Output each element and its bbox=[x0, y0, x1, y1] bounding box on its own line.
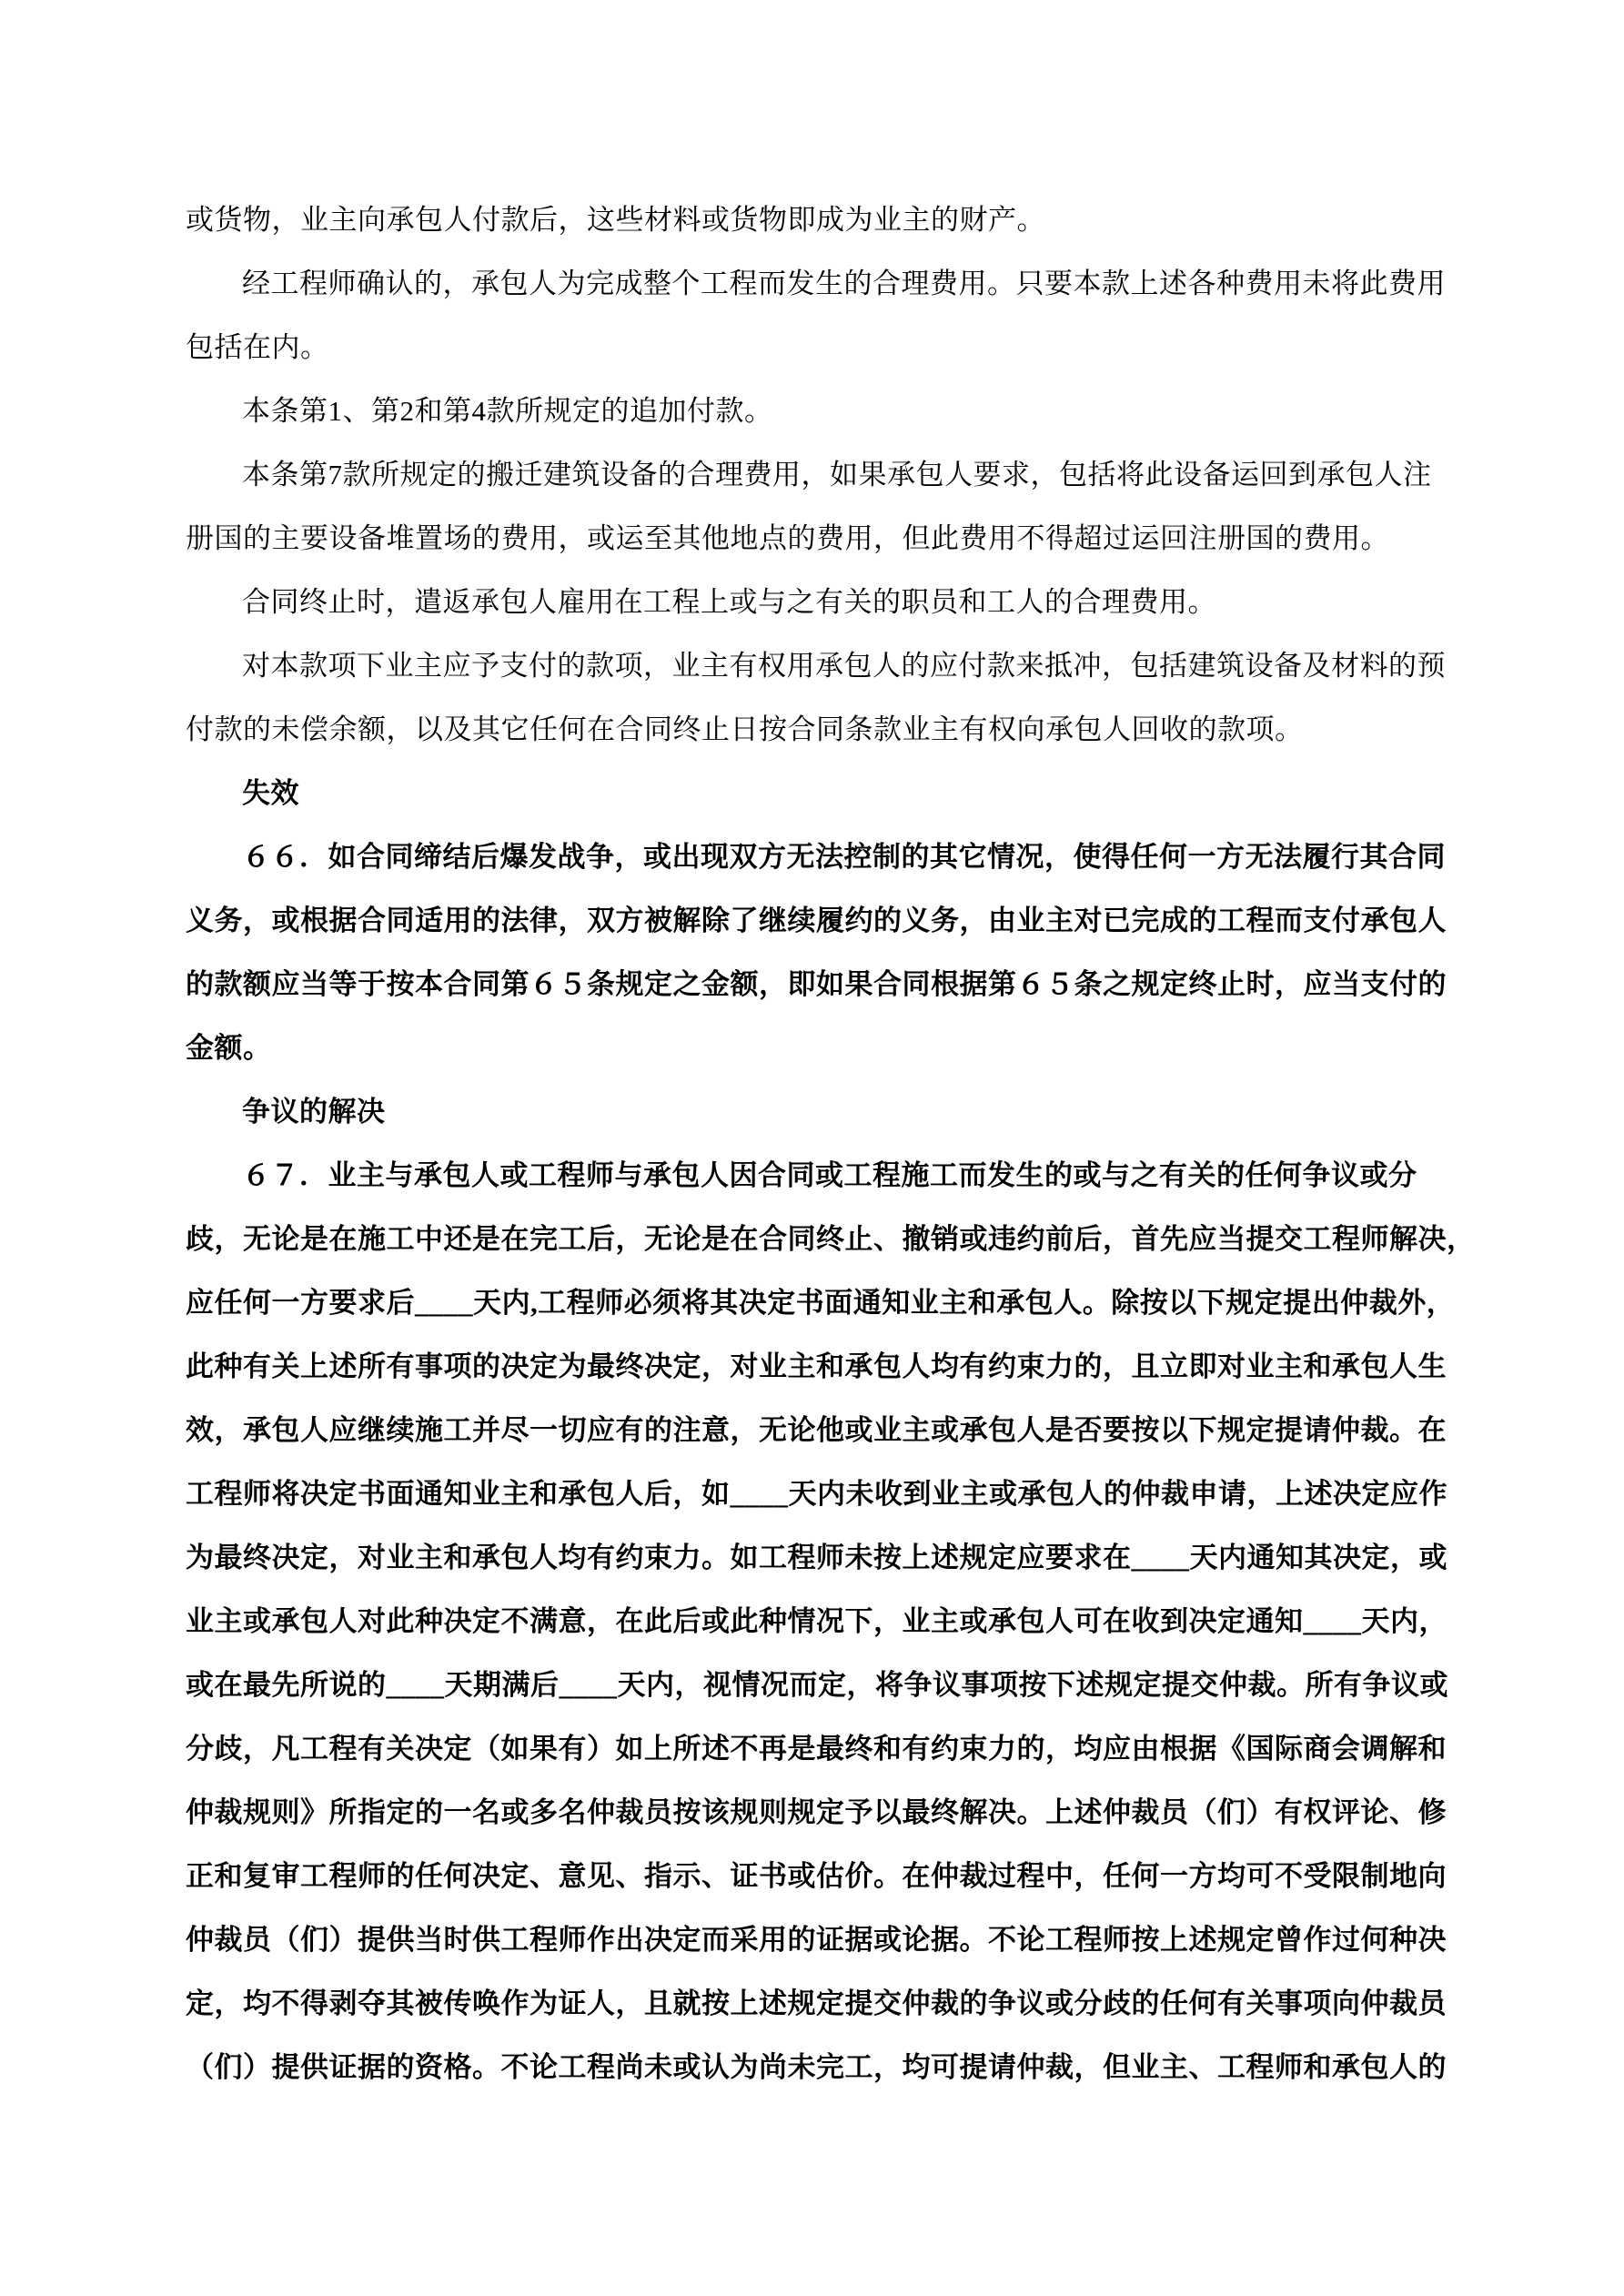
document-text-block bbox=[186, 202, 1476, 2113]
text-line: 金额。 bbox=[186, 1032, 272, 1064]
text-line: 合同终止时，遣返承包人雇用在工程上或与之有关的职员和工人的合理费用。 bbox=[242, 586, 1216, 618]
text-line: 义务，或根据合同适用的法律，双方被解除了继续履约的义务，由业主对已完成的工程而支付承包人 bbox=[186, 905, 1447, 936]
text-line: 失效 bbox=[242, 777, 299, 809]
text-line: 仲裁规则》所指定的一名或多名仲裁员按该规则规定予以最终解决。上述仲裁员（们）有权评论、修 bbox=[186, 1796, 1447, 1828]
text-line: 为最终决定，对业主和承包人均有约束力。如工程师未按上述规定应要求在____天内通知其决定，或 bbox=[186, 1542, 1447, 1573]
text-line: 仲裁员（们）提供当时供工程师作出决定而采用的证据或论据。不论工程师按上述规定曾作过何种决 bbox=[186, 1924, 1447, 1956]
text-line: 业主或承包人对此种决定不满意，在此后或此种情况下，业主或承包人可在收到决定通知____天内， bbox=[186, 1605, 1447, 1637]
text-line: 或在最先所说的____天期满后____天内，视情况而定，将争议事项按下述规定提交仲裁。所有争议或 bbox=[186, 1669, 1448, 1701]
text-line: 本条第1、第2和第4款所规定的追加付款。 bbox=[242, 395, 773, 427]
text-line: （们）提供证据的资格。不论工程尚未或认为尚未完工，均可提请仲裁，但业主、工程师和承包人的 bbox=[186, 2051, 1447, 2083]
text-line: 分歧，凡工程有关决定（如果有）如上所述不再是最终和有约束力的，均应由根据《国际商会调解和 bbox=[186, 1733, 1447, 1765]
text-line: 包括在内。 bbox=[186, 331, 329, 363]
text-line: 对本款项下业主应予支付的款项，业主有权用承包人的应付款来抵冲，包括建筑设备及材料的预 bbox=[242, 650, 1446, 682]
text-line: ６６．如合同缔结后爆发战争，或出现双方无法控制的其它情况，使得任何一方无法履行其合同 bbox=[242, 841, 1446, 873]
text-line: ６７．业主与承包人或工程师与承包人因合同或工程施工而发生的或与之有关的任何争议或分 bbox=[242, 1159, 1417, 1191]
text-line: 的款额应当等于按本合同第６５条规定之金额，即如果合同根据第６５条之规定终止时，应当支付的 bbox=[186, 968, 1447, 1000]
text-line: 此种有关上述所有事项的决定为最终决定，对业主和承包人均有约束力的，且立即对业主和承包人生 bbox=[186, 1350, 1447, 1382]
text-line: 经工程师确认的，承包人为完成整个工程而发生的合理费用。只要本款上述各种费用未将此费用 bbox=[242, 268, 1446, 299]
text-line: 或货物，业主向承包人付款后，这些材料或货物即成为业主的财产。 bbox=[186, 204, 1045, 236]
text-line: 本条第7款所规定的搬迁建筑设备的合理费用，如果承包人要求，包括将此设备运回到承包人注 bbox=[242, 459, 1432, 491]
text-line: 争议的解决 bbox=[242, 1096, 386, 1128]
text-line: 歧，无论是在施工中还是在完工后，无论是在合同终止、撤销或违约前后，首先应当提交工程师解决， bbox=[186, 1223, 1476, 1255]
text-line: 定，均不得剥夺其被传唤作为证人，且就按上述规定提交仲裁的争议或分歧的任何有关事项向仲裁员 bbox=[186, 1988, 1447, 2019]
text-line: 效，承包人应继续施工并尽一切应有的注意，无论他或业主或承包人是否要按以下规定提请仲裁。在 bbox=[186, 1414, 1447, 1446]
text-line: 正和复审工程师的任何决定、意见、指示、证书或估价。在仲裁过程中，任何一方均可不受限制地向 bbox=[186, 1860, 1447, 1892]
text-line: 册国的主要设备堆置场的费用，或运至其他地点的费用，但此费用不得超过运回注册国的费用。 bbox=[186, 522, 1389, 554]
text-line: 付款的未偿余额，以及其它任何在合同终止日按合同条款业主有权向承包人回收的款项。 bbox=[186, 713, 1304, 745]
text-line: 应任何一方要求后____天内,工程师必须将其决定书面通知业主和承包人。除按以下规定提出仲裁外， bbox=[186, 1287, 1456, 1319]
text-line: 工程师将决定书面通知业主和承包人后，如____天内未收到业主或承包人的仲裁申请，上述决定应作 bbox=[186, 1478, 1447, 1510]
